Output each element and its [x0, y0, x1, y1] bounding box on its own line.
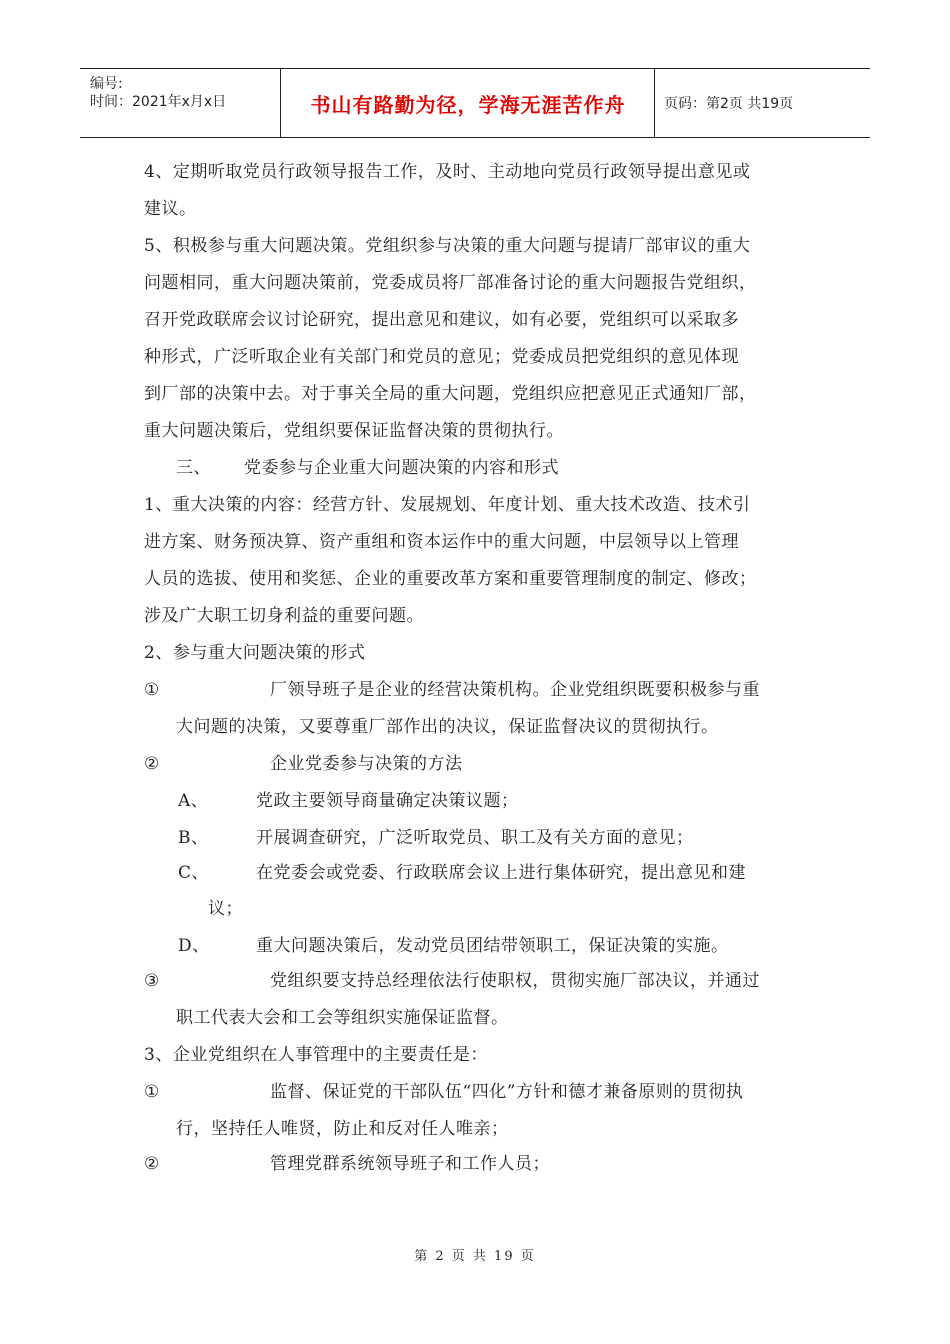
body-line: 3、企业党组织在人事管理中的主要责任是：	[144, 1045, 488, 1065]
doc-number-label: 编号:	[90, 76, 123, 92]
body-line: 在党委会或党委、行政联席会议上进行集体研究，提出意见和建	[256, 863, 746, 883]
section-number: 三、	[176, 458, 211, 478]
body-line: 人员的选拔、使用和奖惩、企业的重要改革方案和重要管理制度的制定、修改；	[144, 569, 757, 589]
header-divider	[654, 69, 655, 137]
body-line: 种形式，广泛听取企业有关部门和党员的意见；党委成员把党组织的意见体现	[144, 347, 739, 367]
list-marker: D、	[178, 936, 210, 956]
body-line: 4、定期听取党员行政领导报告工作，及时、主动地向党员行政领导提出意见或	[144, 162, 751, 182]
list-marker: ③	[144, 971, 160, 991]
body-line: 涉及广大职工切身利益的重要问题。	[144, 606, 424, 626]
list-marker: B、	[178, 828, 209, 848]
header-divider	[280, 69, 281, 137]
section-heading: 党委参与企业重大问题决策的内容和形式	[244, 458, 559, 478]
body-line: 大问题的决策，又要尊重厂部作出的决议，保证监督决议的贯彻执行。	[176, 717, 719, 737]
body-line: 行，坚持任人唯贤，防止和反对任人唯亲；	[176, 1119, 509, 1139]
body-line: 党组织要支持总经理依法行使职权，贯彻实施厂部决议，并通过	[270, 971, 760, 991]
body-line: 1、重大决策的内容：经营方针、发展规划、年度计划、重大技术改造、技术引	[144, 495, 751, 515]
header-page-number: 页码：第2页 共19页	[664, 96, 794, 112]
body-line: 2、参与重大问题决策的形式	[144, 643, 366, 663]
body-line: 监督、保证党的干部队伍“四化”方针和德才兼备原则的贯彻执	[270, 1082, 744, 1102]
list-marker: ①	[144, 1082, 160, 1102]
page-footer: 第 2 页 共 19 页	[414, 1249, 536, 1264]
page-header	[80, 68, 870, 138]
list-marker: ②	[144, 754, 160, 774]
list-marker: C、	[178, 863, 210, 883]
body-line: 进方案、财务预决算、资产重组和资本运作中的重大问题，中层领导以上管理	[144, 532, 739, 552]
body-line: 职工代表大会和工会等组织实施保证监督。	[176, 1008, 509, 1028]
body-line: 重大问题决策后，党组织要保证监督决策的贯彻执行。	[144, 421, 564, 441]
body-line: 议；	[208, 899, 243, 919]
body-line: 召开党政联席会议讨论研究，提出意见和建议，如有必要，党组织可以采取多	[144, 310, 739, 330]
list-marker: ①	[144, 680, 160, 700]
doc-time-label: 时间：2021年x月x日	[90, 94, 227, 110]
body-line: 开展调查研究，广泛听取党员、职工及有关方面的意见；	[256, 828, 694, 848]
body-line: 5、积极参与重大问题决策。党组织参与决策的重大问题与提请厂部审议的重大	[144, 236, 751, 256]
body-line: 党政主要领导商量确定决策议题；	[256, 791, 519, 811]
body-line: 厂领导班子是企业的经营决策机构。企业党组织既要积极参与重	[270, 680, 760, 700]
body-line: 重大问题决策后，发动党员团结带领职工，保证决策的实施。	[256, 936, 729, 956]
body-line: 建议。	[144, 199, 197, 219]
body-line: 到厂部的决策中去。对于事关全局的重大问题，党组织应把意见正式通知厂部，	[144, 384, 757, 404]
header-motto: 书山有路勤为径，学海无涯苦作舟	[310, 93, 626, 117]
body-line: 企业党委参与决策的方法	[270, 754, 463, 774]
body-line: 问题相同，重大问题决策前，党委成员将厂部准备讨论的重大问题报告党组织，	[144, 273, 757, 293]
header-meta	[80, 69, 280, 137]
body-line: 管理党群系统领导班子和工作人员；	[270, 1154, 550, 1174]
list-marker: ②	[144, 1154, 160, 1174]
list-marker: A、	[178, 791, 209, 811]
